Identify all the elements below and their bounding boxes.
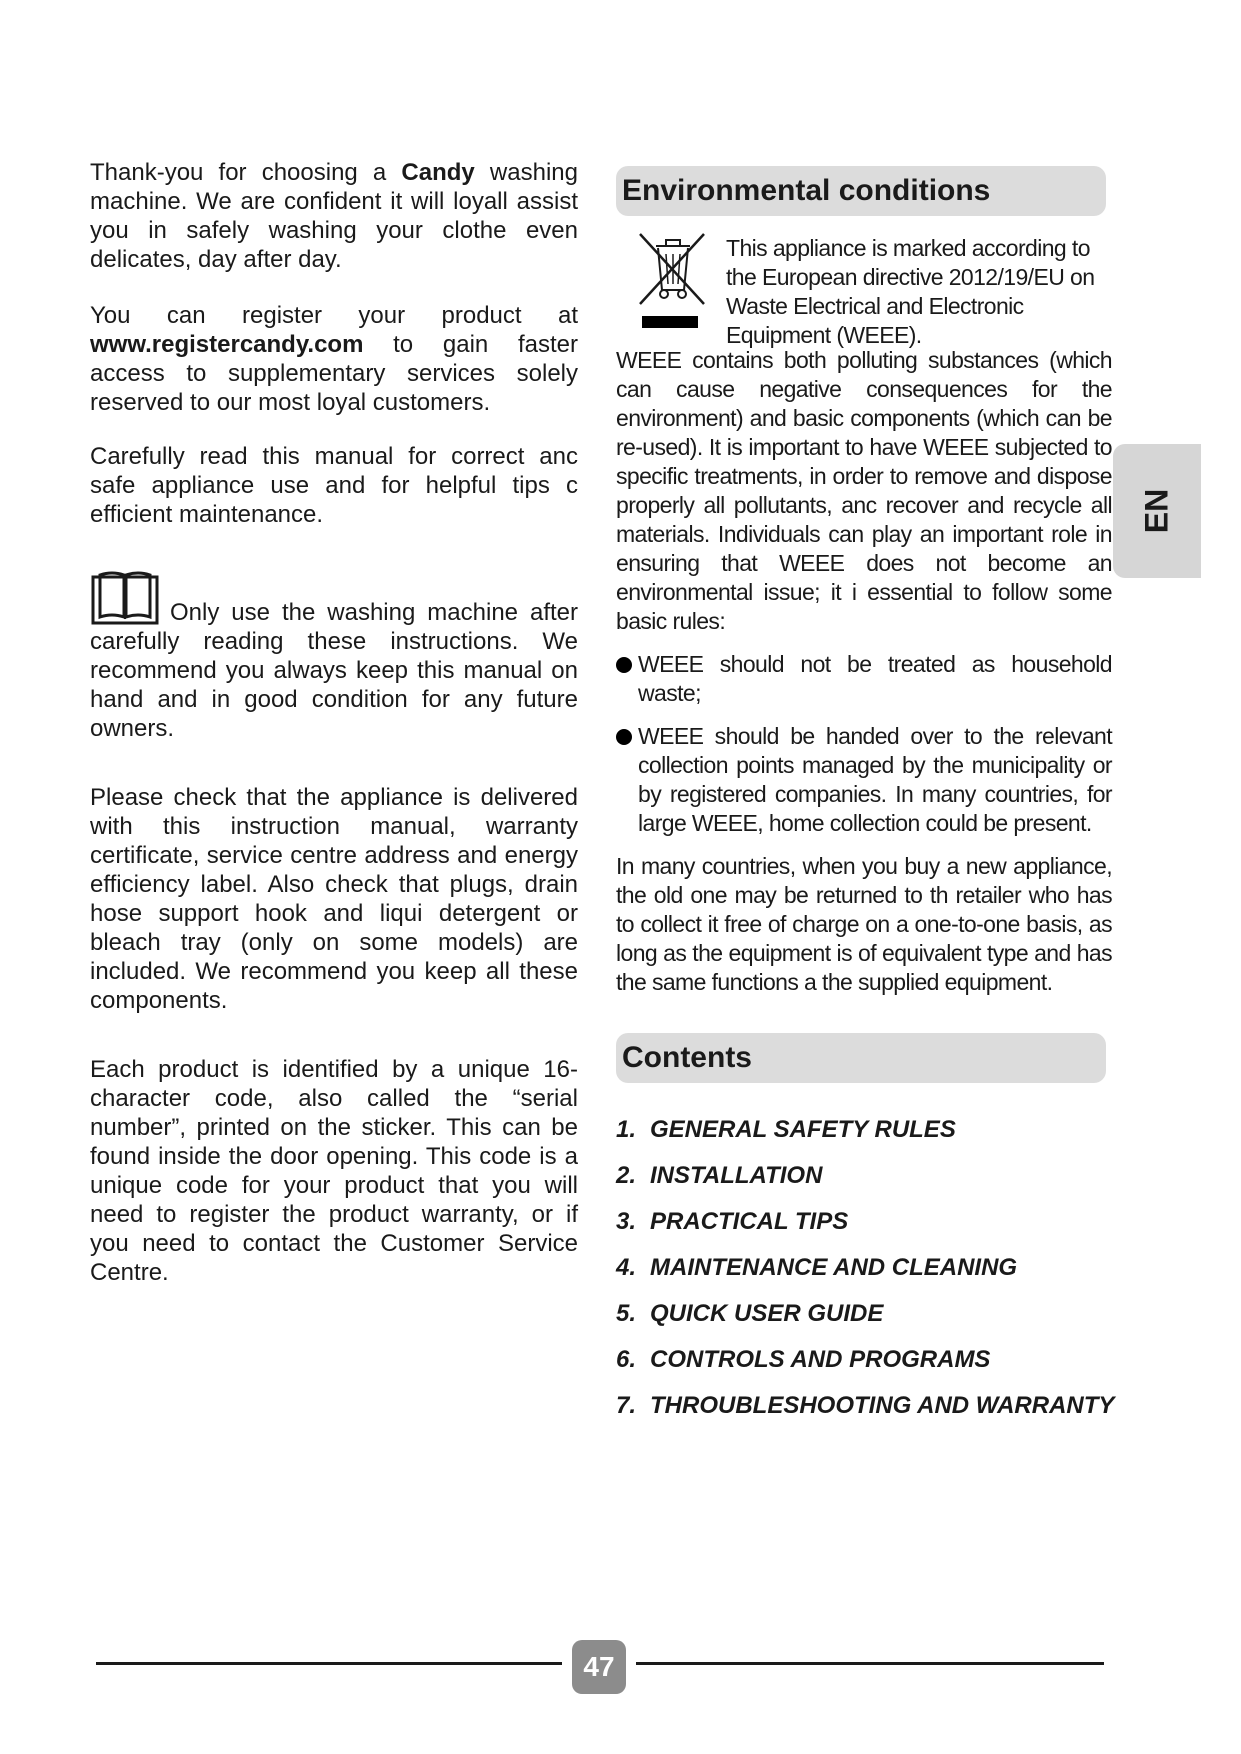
use-after-reading-text: Only use the washing machine after carefully reading these instructions. We recommend you always keep this manual on hand and in good condition for any future owners. <box>90 599 578 742</box>
brand-name: Candy <box>401 159 475 186</box>
list-item <box>616 650 1112 708</box>
rule-text: WEEE should be handed over to the relevant collection points managed by the municipality or by registered companies. In many countries, for large WEEE, home collection could be present. <box>638 723 1112 836</box>
bullet-dot-icon <box>616 729 632 745</box>
toc-number: 5. <box>616 1300 637 1327</box>
weee-marking-paragraph: This appliance is marked according to the European directive 2012/19/EU on Waste Electrical and Electronic Equipment (WEEE). <box>726 235 1095 348</box>
weee-contains-paragraph: WEEE contains both polluting substances (which can cause negative consequences for the environment) and basic components (which can be re-used). It is important to have WEEE subjected to specific treatments, in order to remove and dispose properly all pollutants, anc recover and recycle all materials. Individuals can play an important role in ensuring that WEEE does not become an environmental issue; it i essential to follow some basic rules: <box>616 347 1112 634</box>
register-paragraph <box>90 301 578 417</box>
weee-marking-block <box>616 230 1112 346</box>
toc-item-maintenance[interactable] <box>616 1245 1112 1291</box>
contents-heading: Contents <box>616 1033 1106 1083</box>
toc-item-general-safety[interactable] <box>616 1107 1112 1153</box>
register-url: www.registercandy.com <box>90 331 364 358</box>
toc-number: 7. <box>616 1392 637 1419</box>
toc-item-controls[interactable] <box>616 1337 1112 1383</box>
toc-label: THROUBLESHOOTING AND WARRANTY <box>650 1392 1115 1419</box>
footer-rule-left <box>96 1662 562 1665</box>
weee-contains-block <box>616 346 1112 636</box>
take-back-block <box>616 852 1112 997</box>
use-after-reading-paragraph <box>90 569 578 743</box>
weee-rules-list <box>616 650 1112 838</box>
weee-marking-text <box>726 234 1112 350</box>
register-text-end: to gain faster access to supplementary services solely reserved to our most loyal customers. <box>90 331 578 416</box>
list-item <box>616 722 1112 838</box>
right-column <box>616 166 1115 1429</box>
environment-heading: Environmental conditions <box>616 166 1106 216</box>
toc-label: GENERAL SAFETY RULES <box>650 1116 956 1143</box>
toc-label: INSTALLATION <box>650 1162 823 1189</box>
bullet-dot-icon <box>616 657 632 673</box>
toc-label: PRACTICAL TIPS <box>650 1208 849 1235</box>
book-icon <box>90 569 160 627</box>
welcome-text-end: washing machine. We are confident it will loyall assist you in safely washing your clothe even delicates, day after day. <box>90 159 578 273</box>
toc-label: MAINTENANCE AND CLEANING <box>650 1254 1018 1281</box>
page-number-badge: 47 <box>572 1640 626 1694</box>
toc-item-practical-tips[interactable] <box>616 1199 1112 1245</box>
register-text-start: You can register your product at <box>90 302 578 329</box>
language-tab[interactable] <box>1113 444 1201 578</box>
toc-number: 4. <box>616 1254 637 1281</box>
take-back-paragraph: In many countries, when you buy a new appliance, the old one may be returned to th retailer who has to collect it free of charge on a one-to-one basis, as long as the equipment is of equivalent type and has the same functions a the supplied equipment. <box>616 853 1112 995</box>
language-tab-label: EN <box>1138 488 1175 534</box>
toc-item-troubleshooting[interactable] <box>616 1383 1115 1429</box>
footer-rule-right <box>636 1662 1104 1665</box>
toc-number: 2. <box>616 1162 637 1189</box>
toc-label: CONTROLS AND PROGRAMS <box>650 1346 991 1373</box>
toc-number: 1. <box>616 1116 637 1143</box>
check-delivery-paragraph: Please check that the appliance is delivered with this instruction manual, warranty certificate, service centre address and energy efficiency label. Also check that plugs, drain hose support hook and liqui detergent or bleach tray (only on some models) are included. We recommend you keep all these components. <box>90 784 578 1014</box>
toc-number: 6. <box>616 1346 637 1373</box>
welcome-paragraph <box>90 158 578 274</box>
contents-list <box>616 1107 1115 1429</box>
crossed-bin-icon <box>636 230 708 330</box>
toc-number: 3. <box>616 1208 637 1235</box>
serial-number-paragraph: Each product is identified by a unique 16-character code, also called the “serial number”, printed on the sticker. This can be found inside the door opening. This code is a unique code for your product that you will need to register the product warranty, or if you need to contact the Customer Service Centre. <box>90 1056 578 1286</box>
rule-text: WEEE should not be treated as household waste; <box>638 651 1112 706</box>
toc-label: QUICK USER GUIDE <box>650 1300 884 1327</box>
welcome-text-start: Thank-you for choosing a <box>90 159 402 186</box>
read-manual-paragraph: Carefully read this manual for correct anc safe appliance use and for helpful tips c efficient maintenance. <box>90 443 578 528</box>
intro-column <box>90 158 578 1287</box>
toc-item-installation[interactable] <box>616 1153 1112 1199</box>
toc-item-quick-guide[interactable] <box>616 1291 1112 1337</box>
